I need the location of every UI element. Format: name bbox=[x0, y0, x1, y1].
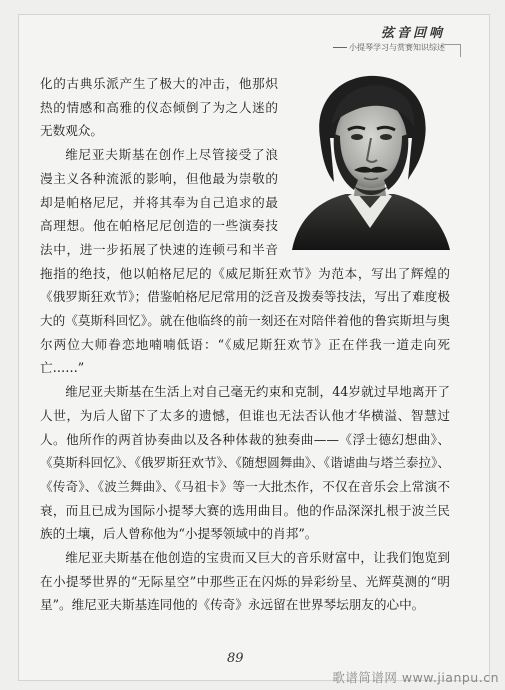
corner-mark bbox=[444, 44, 461, 57]
page-number: 89 bbox=[227, 651, 244, 666]
portrait-drawing bbox=[284, 68, 456, 250]
running-header bbox=[333, 22, 445, 53]
header-subtitle: 小提琴学习与赏赛知识综述 bbox=[333, 42, 445, 53]
header-title: 弦音回响 bbox=[380, 26, 445, 41]
paragraph-4: 维尼亚夫斯基在他创造的宝贵而又巨大的音乐财富中，让我们饱览到在小提琴世界的“无际星空”中那些正在闪烁的异彩纷呈、光辉莫测的“明星”。维尼亚夫斯基连同他的《传奇》永远留在世界琴坛朋友的心中。 bbox=[40, 550, 450, 613]
paragraph-2: 维尼亚夫斯基在创作上尽管接受了浪漫主义各种流派的影响，但他最为崇敬的却是帕格尼尼，并将其奉为自己追求的最高理想。他在帕格尼尼创造的一些演奏技法中，进一步拓展了快速的连顿弓和半音拖指的绝技，他以帕格尼尼的《威尼斯狂欢节》为范本，写出了辉煌的《俄罗斯狂欢节》；借鉴帕格尼尼常用的泛音及拨奏等技法，写出了难度极大的《莫斯科回忆》。就在他临终的前一刻还在对陪伴着他的鲁宾斯坦与奥尔两位大师眷恋地喃喃低语：“《威尼斯狂欢节》正在伴我一道走向死亡……” bbox=[40, 147, 450, 376]
article-body bbox=[40, 72, 450, 617]
paragraph-3: 维尼亚夫斯基在生活上对自己毫无约束和克制，44岁就过早地离开了人世，为后人留下了太多的遗憾，但谁也无法否认他才华横溢、智慧过人。他所作的两首协奏曲以及各种体裁的独奏曲——《浮士德幻想曲》、《莫斯科回忆》、《俄罗斯狂欢节》、《随想圆舞曲》、《谐谑曲与塔兰泰拉》、《传奇》、《波兰舞曲》、《马祖卡》等一大批杰作，不仅在音乐会上常演不衰，而且已成为国际小提琴大赛的选用曲目。他的作品深深扎根于波兰民族的土壤，后人曾称他为“小提琴领域中的肖邦”。 bbox=[40, 384, 450, 542]
paragraph-1: 化的古典乐派产生了极大的冲击，他那炽热的情感和高雅的仪态倾倒了为之人迷的无数观众。 bbox=[40, 76, 278, 139]
portrait-illustration bbox=[284, 68, 456, 250]
site-watermark: 歌谱简谱网 www.jianpu.cn bbox=[332, 670, 499, 685]
